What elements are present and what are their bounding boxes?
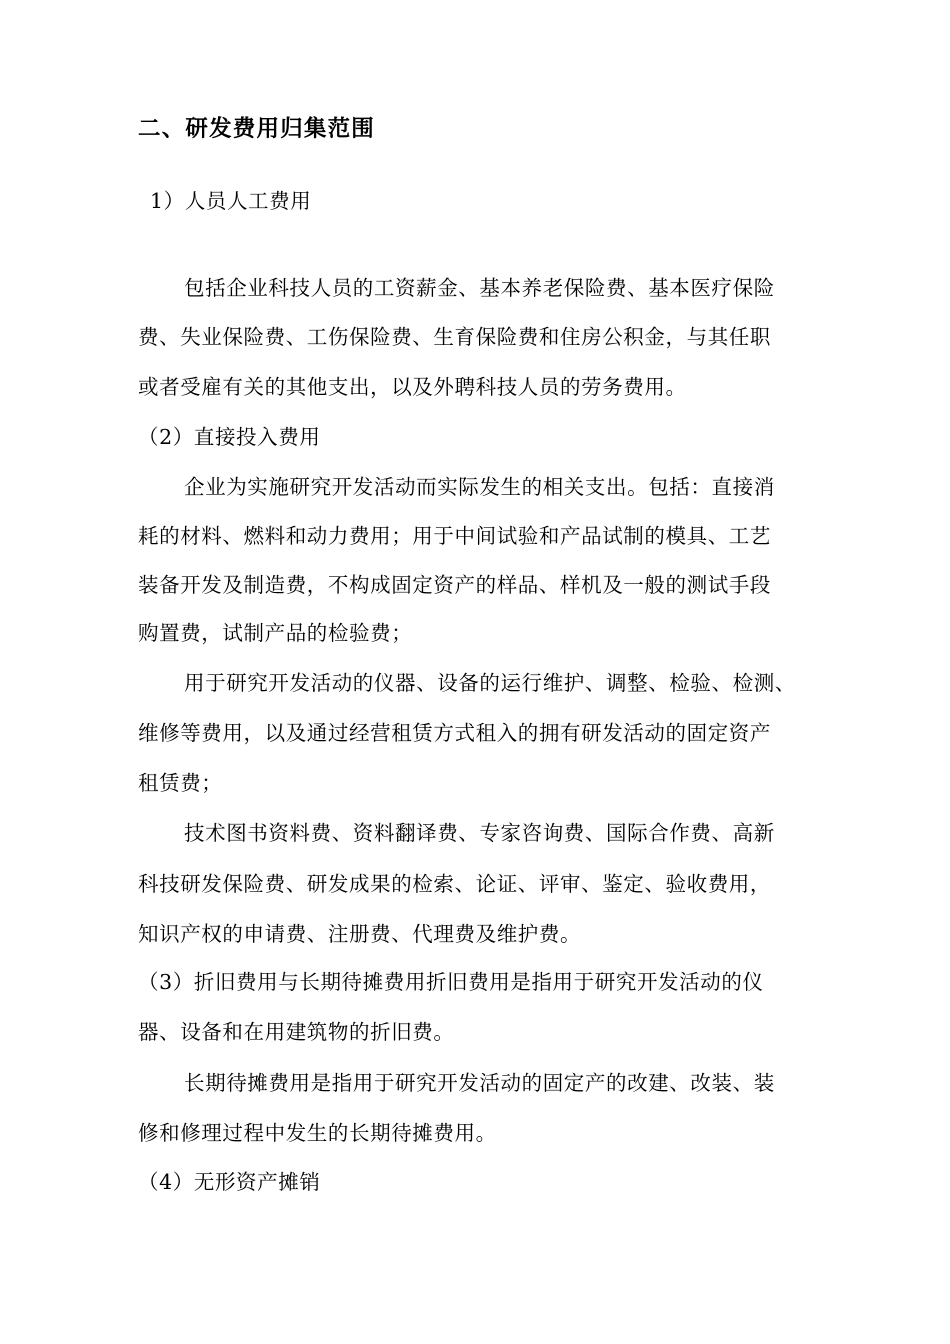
paragraph-line: 长期待摊费用是指用于研究开发活动的固定产的改建、改装、装 [184,1071,775,1095]
paragraph-line: 科技研发保险费、研发成果的检索、论证、评审、鉴定、验收费用， [138,872,771,896]
paragraph-line: 耗的材料、燃料和动力费用；用于中间试验和产品试制的模具、工艺 [138,524,771,548]
section-heading: 二、研发费用归集范围 [138,116,376,142]
subsection-title-3: （3）折旧费用与长期待摊费用折旧费用是指用于研究开发活动的仪 [138,970,764,994]
subsection-title-4: （4）无形资产摊销 [138,1170,321,1194]
paragraph-line: 技术图书资料费、资料翻译费、专家咨询费、国际合作费、高新 [184,821,775,845]
paragraph-line: 器、设备和在用建筑物的折旧费。 [138,1020,455,1044]
paragraph-line: 包括企业科技人员的工资薪金、基本养老保险费、基本医疗保险 [184,276,775,300]
paragraph-line: 修和修理过程中发生的长期待摊费用。 [138,1121,497,1145]
paragraph-line: 知识产权的申请费、注册费、代理费及维护费。 [138,922,582,946]
paragraph-line: 装备开发及制造费，不构成固定资产的样品、样机及一般的测试手段 [138,573,771,597]
subsection-title-1: 1）人员人工费用 [150,189,312,213]
paragraph-line: 或者受雇有关的其他支出，以及外聘科技人员的劳务费用。 [138,375,687,399]
paragraph-line: 企业为实施研究开发活动而实际发生的相关支出。包括：直接消 [184,475,775,499]
paragraph-line: 费、失业保险费、工伤保险费、生育保险费和住房公积金，与其任职 [138,325,771,349]
paragraph-line: 购置费，试制产品的检验费； [138,621,413,645]
subsection-title-2: （2）直接投入费用 [138,425,321,449]
paragraph-line: 维修等费用，以及通过经营租赁方式租入的拥有研发活动的固定资产 [138,721,771,745]
paragraph-line: 用于研究开发活动的仪器、设备的运行维护、调整、检验、检测、 [184,671,796,695]
paragraph-line: 租赁费； [138,771,223,795]
